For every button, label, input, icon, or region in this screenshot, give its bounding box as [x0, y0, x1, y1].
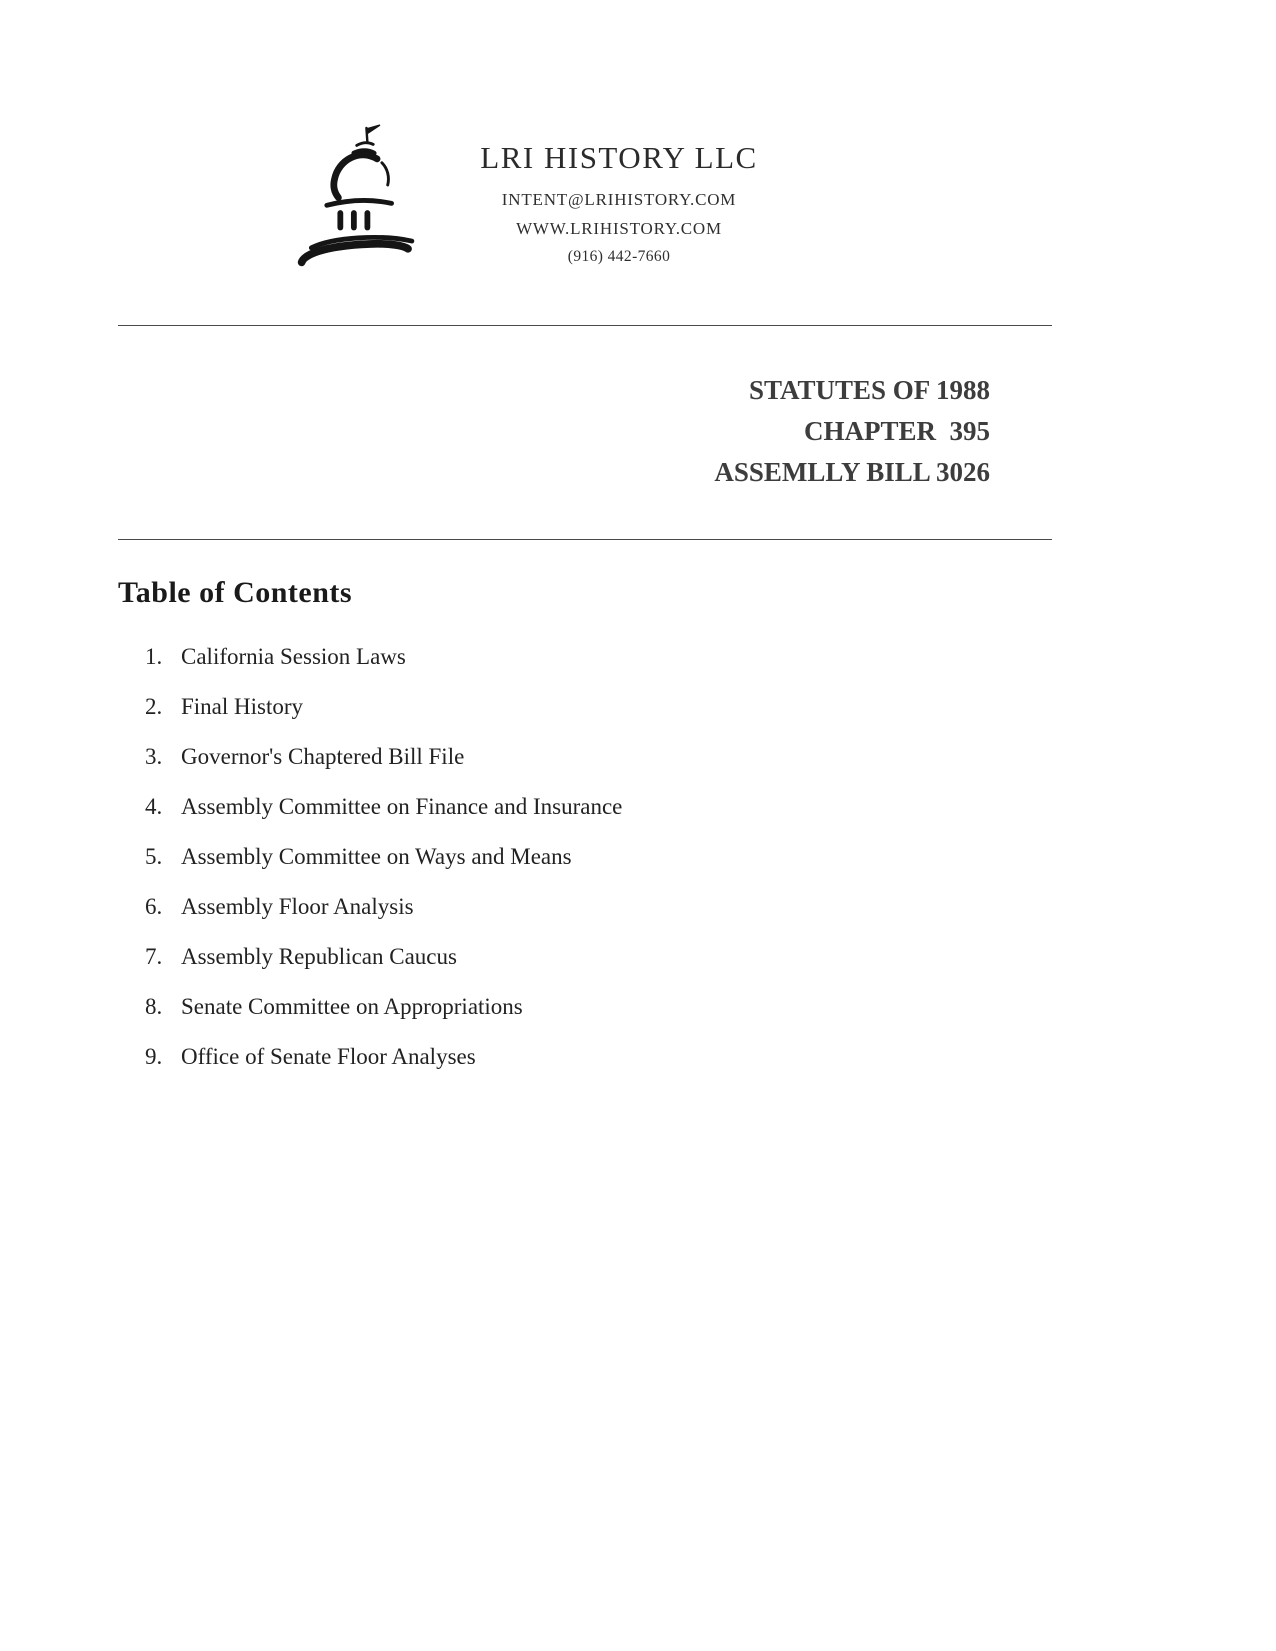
divider-bottom: [118, 539, 1052, 540]
company-website: WWW.LRIHISTORY.COM: [516, 219, 722, 238]
toc-item-label: Assembly Republican Caucus: [181, 944, 457, 969]
toc-item-label: Assembly Floor Analysis: [181, 894, 414, 919]
company-email: INTENT@LRIHISTORY.COM: [501, 190, 737, 209]
contact-block: [479, 140, 759, 275]
toc-item: [145, 644, 1276, 670]
toc-item-number: 9.: [145, 1044, 163, 1069]
chapter-line: CHAPTER 395: [803, 416, 990, 446]
toc-item-number: 6.: [145, 894, 163, 919]
toc-item-label: California Session Laws: [181, 644, 406, 669]
toc-item-label: Governor's Chaptered Bill File: [181, 744, 465, 769]
toc-item-label: Final History: [181, 694, 304, 719]
toc-item: [145, 994, 1276, 1020]
toc-item-label: Assembly Committee on Ways and Means: [181, 844, 572, 869]
toc-item: [145, 1044, 1276, 1070]
toc-item-label: Office of Senate Floor Analyses: [181, 1044, 476, 1069]
toc-item: [145, 894, 1276, 920]
toc-item: [145, 844, 1276, 870]
letterhead: [0, 0, 1276, 277]
divider-top: [118, 325, 1052, 326]
toc-item-label: Assembly Committee on Finance and Insurance: [181, 794, 623, 819]
toc-item: [145, 794, 1276, 820]
toc-item-number: 4.: [145, 794, 163, 819]
toc-item-label: Senate Committee on Appropriations: [181, 994, 523, 1019]
assembly-bill-line: ASSEMLLY BILL 3026: [714, 457, 990, 487]
toc-heading: Table of Contents: [118, 576, 353, 609]
company-name: LRI HISTORY LLC: [480, 140, 758, 175]
toc-item: [145, 744, 1276, 770]
toc-item-number: 8.: [145, 994, 163, 1019]
toc-item: [145, 694, 1276, 720]
statutes-line: STATUTES OF 1988: [748, 375, 990, 405]
toc-item-number: 1.: [145, 644, 163, 669]
toc-item-number: 5.: [145, 844, 163, 869]
toc-item: [145, 944, 1276, 970]
toc-list: [145, 644, 1276, 1070]
toc-item-number: 7.: [145, 944, 163, 969]
company-phone: (916) 442-7660: [567, 248, 671, 265]
capitol-logo-icon: [292, 122, 437, 277]
statutes-title-block: [0, 370, 990, 493]
toc-item-number: 3.: [145, 744, 163, 769]
toc-item-number: 2.: [145, 694, 163, 719]
